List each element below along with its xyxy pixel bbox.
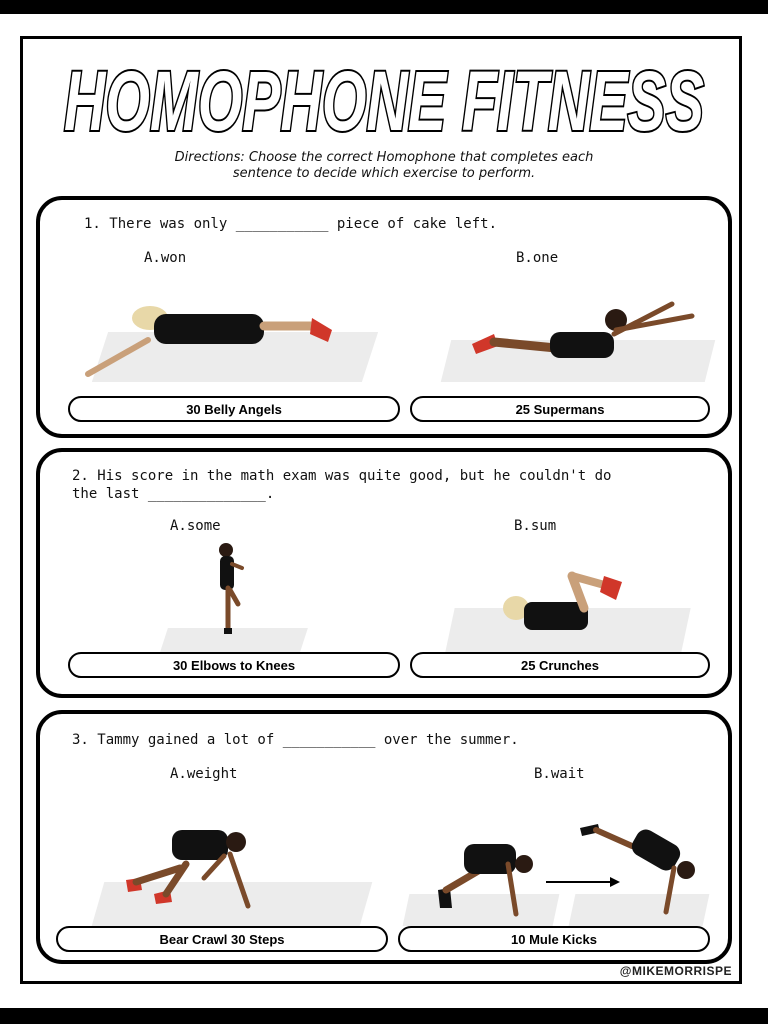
exercise-button-a[interactable]: 30 Elbows to Knees xyxy=(68,652,400,678)
exercise-button-a[interactable]: 30 Belly Angels xyxy=(68,396,400,422)
question-2-text-line-1: 2. His score in the math exam was quite good, but he couldn't do xyxy=(72,468,612,484)
crunches-image xyxy=(500,568,630,642)
question-1-option-a[interactable]: A.won xyxy=(144,250,187,266)
question-1-text: 1. There was only ___________ piece of cake left. xyxy=(84,216,498,232)
exercise-button-b[interactable]: 25 Supermans xyxy=(410,396,710,422)
question-2-text-line-2: the last ______________. xyxy=(72,486,275,502)
question-3-text: 3. Tammy gained a lot of ___________ over the summer. xyxy=(72,732,519,748)
supermans-image xyxy=(466,304,696,374)
belly-angels-image xyxy=(88,300,348,380)
top-black-bar xyxy=(0,0,768,14)
bear-crawl-image xyxy=(124,820,264,916)
question-card-3 xyxy=(36,710,732,964)
mule-kicks-image xyxy=(436,818,706,918)
directions-line-1: Directions: Choose the correct Homophone that completes each xyxy=(174,150,594,165)
page-title xyxy=(56,50,712,146)
question-1-option-b[interactable]: B.one xyxy=(516,250,559,266)
exercise-button-a[interactable]: Bear Crawl 30 Steps xyxy=(56,926,388,952)
question-3-option-a[interactable]: A.weight xyxy=(170,766,238,782)
question-card-2 xyxy=(36,448,732,698)
page-title-text: HOMOPHONE FITNESS xyxy=(64,54,704,146)
question-2-option-a[interactable]: A.some xyxy=(170,518,221,534)
directions-line-2: sentence to decide which exercise to perform. xyxy=(232,166,536,181)
author-credit: @MIKEMORRISPE xyxy=(619,964,732,978)
exercise-button-b[interactable]: 10 Mule Kicks xyxy=(398,926,710,952)
bottom-black-bar xyxy=(0,1008,768,1024)
exercise-button-b[interactable]: 25 Crunches xyxy=(410,652,710,678)
question-2-option-b[interactable]: B.sum xyxy=(514,518,557,534)
question-card-1 xyxy=(36,196,732,438)
elbows-to-knees-image xyxy=(208,542,258,638)
question-3-option-b[interactable]: B.wait xyxy=(534,766,585,782)
